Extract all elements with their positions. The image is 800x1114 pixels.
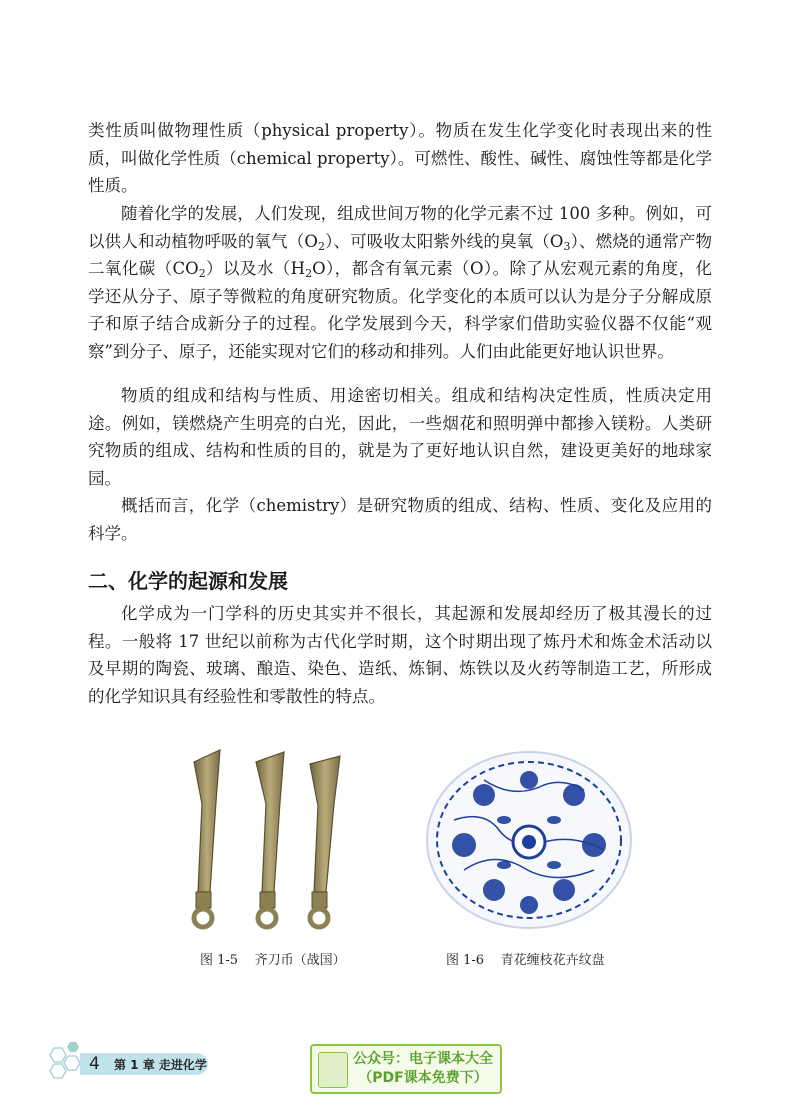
subscript: 2 [317,239,325,253]
chapter-label: 第 1 章 走进化学 [114,1058,207,1072]
porcelain-plate-image [424,750,634,930]
paragraph-definition-chemistry: 概括而言，化学（chemistry）是研究物质的组成、结构、性质、变化及应用的科学。 [88,496,712,543]
knife-coin [310,756,340,927]
subscript: 2 [198,267,206,280]
paragraph-origin-development: 化学成为一门学科的历史其实并不很长，其起源和发展却经历了极其漫长的过程。一般将 17 世纪以前称为古代化学时期，这个时期出现了炼丹术和炼金术活动以及早期的陶瓷、玻璃、酿造、染色、造纸、炼铜、炼铁以及火药等制造工艺，所形成的化学知识具有经验性和零散性的特点。 [88,604,712,706]
paragraph-text: ）、燃烧的通常产物二氧化碳（CO [88,231,713,278]
figure-1-6-caption: 图 1-6 青花缠枝花卉纹盘 [446,953,605,968]
paragraph-text: ）、可吸收太阳紫外线的臭氧（O [324,231,564,251]
section-heading: 二、化学的起源和发展 [88,569,288,593]
banner-line-1: 公众号：电子课本大全 [353,1051,493,1067]
subscript: 3 [563,239,571,253]
banner-line-2: （PDF课本免费下） [358,1070,488,1086]
paragraph-composition-structure: 物质的组成和结构与性质、用途密切相关。组成和结构决定性质，性质决定用途。例如，镁燃烧产生明亮的白光，因此，一些烟花和照明弹中都掺入镁粉。人类研究物质的组成、结构和性质的目的，就是为了更好地认识自然，建设更美好的地球家园。 [88,386,712,488]
paragraph-chemical-elements [88,200,712,365]
knife-coins-image [176,742,368,934]
subscript: 2 [305,267,313,280]
knife-coin [256,752,284,927]
paragraph-physical-chemical-properties: 类性质叫做物理性质（physical property）。物质在发生化学变化时表现出来的性质，叫做化学性质（chemical property）。可燃性、酸性、碱性、腐蚀性等都是化学性质。 [88,121,712,195]
watermark-banner [310,1044,502,1094]
knife-coin [194,750,220,927]
page-number: 4 [89,1054,100,1074]
paragraph-text: 随着化学的发展，人们发现，组成世间万物的化学元素不过 100 多种。例如，可以供人和动植物呼吸的氧气（O [88,204,712,251]
paragraph-text: ）以及水（H [205,259,306,278]
book-logo-icon [318,1052,348,1088]
figure-1-5-caption: 图 1-5 齐刀币（战国） [200,953,346,968]
paragraph-text: O），都含有氧元素（O）。除了从宏观元素的角度，化学还从分子、原子等微粒的角度研究物质。化学变化的本质可以认为是分子分解成原子和原子结合成新分子的过程。化学发展到今天，科学家们借助实验仪器不仅能“观察”到分子、原子，还能实现对它们的移动和排列。人们由此能更好地认识世界。 [88,259,713,361]
